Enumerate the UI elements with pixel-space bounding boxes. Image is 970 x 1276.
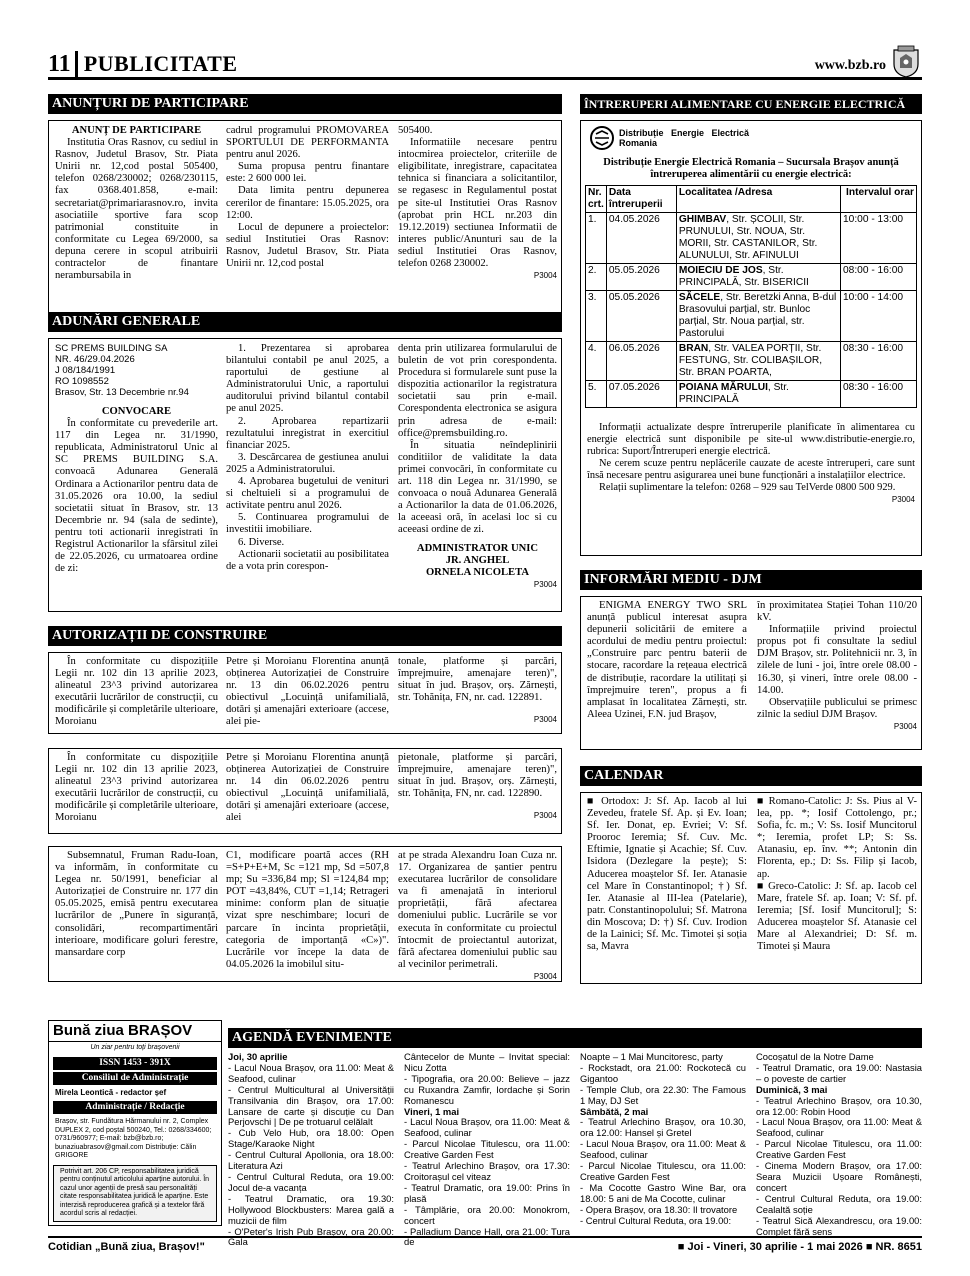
agenda-day: Sâmbătă, 2 mai (580, 1105, 649, 1117)
agenda-event: - Lacul Noua Brașov, ora 11.00: Meat & Seafood, culinar (580, 1138, 746, 1161)
agenda-event: - Teatrul Arlechino Brașov, ora 10.30, ora 12.00: Hansel și Gretel (580, 1116, 746, 1139)
autorizatie-177-box (48, 846, 562, 982)
calendar-greco-catolic: ■ Greco-Catolic: J: Sf. ap. Iacob cel Mare, fratele Sf. ap. Ioan; V: Sf. pf. Ieremia; [Sf. Iosif Muncitorul]; S: Aducerea moaștelor Sf. Atanasie cel Mare al Alexandriei; D: Sf. m. Timotei și Maura (757, 880, 917, 953)
outage-interval: 08:30 - 16:00 (841, 342, 917, 381)
ad-code: P3004 (533, 579, 557, 589)
ad-code: P3004 (533, 811, 557, 821)
calendar-romano-catolic: ■ Romano-Catolic: J: Ss. Pius al V-lea, pp. *; Iosif Cottolengo, pr.; Sofia, fc. m.; V: Ss. Iosif Muncitorul *; Ieremia, profet LP; S: Ss. Atanasiu, ep. înv. **; Antonin din Florenta, ep.; D: Ss. Filip și Iacob, ap. (757, 796, 917, 880)
agenda-event: - Opera Brașov, ora 18.30: Il trovatore (580, 1203, 738, 1215)
calendar-ortodox: ■ Ortodox: J: Sf. Ap. Iacob al lui Zevedeu, fratele Sf. Ap. și Ev. Ioan; Sf. Ier. Donat, ep. Evriei; V: Sf. Prooroc Ieremia; Sf. Cuv. Mc. Eftimie, Ignatie și Acachie; Sf. Cuv. Isidora (Dezlegare la pește); S: Aducerea moaștelor Sf. Ier. Atanasie cel Mare în Constantinopol; †) Sf. Ier. Atanasie al III-lea (Patelarie), patr. Constantinopolului; Sf. Matrona din Moscova; D: †) Sf. Cuv. Irodion de la Lainici; Sf. Mc. Timotei și soția sa, Mavra (587, 796, 747, 953)
outage-table (585, 185, 917, 408)
masthead-council: Consiliul de Administrație (53, 1072, 217, 1085)
aut3-col2: C1, modificare poartă acces (RH =S+P+E+M, Sc =121 mp, Sd =507,8 mp; Su =336,84 mp; Sl =124,84 mp; POT =43,84%, CUT =1,14; Retrageri minime: conform plan de situație vizat spre neschimbare; locuri de parcare în incinta proprietății, categoria de importanță «C»)". Lucrările vor începe la data de 04.05.2026 la imobilul situ- (226, 850, 389, 970)
second-convocation: În situatia neîndeplinirii conditiilor de validitate la data primei convocări, în conformitate cu art. 118 din Legea nr. 31/1990, se convoaca o nouă Adunarea Generală a Actionarilor la data de 01.06.2026, la aceeasi oră, în acelasi loc si cu aceeasi ordine de zi. (398, 439, 557, 536)
col-localitate: Localitatea /Adresa (676, 186, 840, 213)
aut3-col1: Subsemnatul, Fruman Radu-Ioan, va informăm, în conformitate cu Legea nr. 50/1991, beneficiar al Autorizației de Construire nr. 177 din 05.05.2025, emisă pentru executarea lucrărilor de „Punere în siguranță, consolidări, recompartimentări interioare, modificare goluri ferestre, mansardare corp (55, 850, 218, 958)
agenda-event: - Parcul Nicolae Titulescu, ora 11.00: Creative Garden Fest (404, 1138, 570, 1161)
col-nr: Nr. crt. (586, 186, 607, 213)
outage-address: , Str. VALEA PORȚII, Str. FESTUNG, Str. COLIBAȘILOR, Str. BRAN POARTA, (678, 343, 823, 378)
outage-row (586, 264, 917, 291)
agenda-day: Joi, 30 aprilie (228, 1051, 288, 1062)
aut1-col3: tonale, platforme și parcări, împrejmuire, amenajare teren)", situat în jud. Brașov, orș. Zărnești, str. Tohănița, FN, nr. cad. 122891. (398, 656, 557, 704)
outage-date: 05.05.2026 (606, 291, 676, 342)
intreruperi-intro: Distribuție Energie Electrică Romania – Sucursala Brașov anunță întreruperea alimentării cu energie electrică: (603, 157, 899, 180)
company-nr: NR. 46/29.04.2026 (55, 354, 135, 365)
masthead-brand: Bună ziua BRAȘOV (53, 1022, 193, 1039)
agenda-event: - Teatrul Sică Alexandrescu, ora 19.00: Complet fără sens (756, 1214, 922, 1237)
outage-location (676, 264, 840, 291)
agenda-event: Noapte – 1 Mai Muncitoresc, party (580, 1051, 723, 1062)
agenda-event: - Ma Cocotte Gastro Wine Bar, ora 18.00: 5 ani de Ma Cocotte, culinar (580, 1181, 746, 1204)
outage-note-2: Ne cerem scuze pentru neplăcerile cauzate de aceste întreruperi, care sunt însă necesare pentru asigurarea unei bune funcționări a instalațiilor electrice. (587, 458, 915, 481)
participare-col3a: 505400. (398, 125, 433, 136)
outage-date: 04.05.2026 (606, 213, 676, 264)
agenda-event: - Parcul Nicolae Titulescu, ora 11.00: Creative Garden Fest (756, 1138, 922, 1161)
mediu-col2c: Observațiile publicului se primesc zilnic la sediul DJM Brașov. (757, 696, 917, 720)
masthead-tagline: Un ziar pentru toți brașovenii (90, 1044, 180, 1051)
participare-title: ANUNȚ DE PARTICIPARE (71, 125, 202, 136)
participare-box (48, 120, 562, 324)
outage-date: 07.05.2026 (606, 381, 676, 408)
distributie-logo-text: Distribuție Energie Electrică Romania (619, 128, 749, 148)
agenda-event: - Centrul Cultural Apollonia, ora 18.00: Literatura Azi (228, 1149, 394, 1172)
autorizatie-13-box (48, 652, 562, 734)
outage-note-3: Relații suplimentare la telefon: 0268 – 929 sau TelVerde 0800 500 929. (599, 482, 896, 493)
agenda-event: - Teatrul Dramatic, ora 19.30: Hollywood Blockbusters: Marea gală a muzicii de film (228, 1192, 394, 1226)
page-number: 11 (48, 51, 78, 77)
signature-name-1: JR. ANGHEL (445, 554, 510, 566)
agenda-item-2: 2. Aprobarea repartizarii rezultatului inregistrat in exercitiul financiar 2025. (226, 415, 389, 451)
outage-nr: 3. (586, 291, 607, 342)
outage-interval: 10:00 - 14:00 (841, 291, 917, 342)
agenda-item-4: 4. Aprobarea bugetului de venituri si cheltuieli si a programului de activitate pentru anul 2026. (226, 476, 389, 512)
agenda-event: - Centrul Cultural Reduta, ora 19.00: Jocul de-a vacanța (228, 1170, 394, 1193)
section-header-adunari: ADUNĂRI GENERALE (48, 312, 562, 332)
agenda-col-1 (228, 1051, 394, 1248)
outage-interval: 08:00 - 16:00 (841, 264, 917, 291)
outage-row (586, 291, 917, 342)
section-header-calendar: CALENDAR (580, 766, 922, 786)
agenda-event: - Parcul Nicolae Titulescu, ora 11.00: Creative Garden Fest (580, 1160, 746, 1182)
outage-nr: 2. (586, 264, 607, 291)
outage-address: , Str. PRINCIPALĂ, Str. BISERICII (678, 265, 809, 288)
masthead-admin: Administrație / Redacție (53, 1101, 217, 1114)
aut2-col3: pietonale, platforme și parcări, împrejmuire, amenajare teren)", situat în jud. Brașov, orș. Zărnești, str. Tohănița, FN, nr. cad. 122890. (398, 752, 557, 800)
vote-text-cont: denta prin utilizarea formularului de buletin de vot prin corespondenta. Procedura si formularele sunt puse la dispozitia actionarilor la registratura societatii sau prin e-mail. Corespondenta electronica se asigura prin adresa de e-mail: office@premsbuilding.ro. (398, 343, 557, 439)
company-name: SC PREMS BUILDING SA (55, 343, 168, 354)
company-addr: Brasov, Str. 13 Decembrie nr.94 (55, 387, 189, 398)
agenda-col-4 (756, 1051, 922, 1237)
agenda-day: Duminică, 3 mai (756, 1083, 828, 1095)
agenda-item-1: 1. Prezentarea si aprobarea bilantului contabil pe anul 2025, a raportului de gestiune al Administratorului Unic, a raportului auditorului privind bilantul contabil pe anul 2025. (226, 343, 389, 415)
agenda-event: - Teatrul Arlechino Brașov, ora 10.30, ora 12.00: Robin Hood (756, 1094, 922, 1117)
footer-publication: Cotidian „Bună ziua, Brașov!" (48, 1241, 205, 1253)
section-header-intreruperi: ÎNTRERUPERI ALIMENTARE CU ENERGIE ELECTRICĂ (580, 94, 922, 114)
masthead-legal: Potrivit art. 206 CP, responsabilitatea juridică pentru conținutul articolului aparține autorului. În cazul unor agenții de presă sau personalități citate responsabilitatea juridică le aparține. Este interzisă reproducerea grafică și a textelor fără acordul scris al redacției. (53, 1165, 217, 1222)
convocare-title: CONVOCARE (101, 406, 172, 417)
agenda-event: Cocoșatul de la Notre Dame (756, 1051, 874, 1062)
outage-locality: MOIECIU DE JOS (678, 265, 763, 276)
signature-role: ADMINISTRATOR UNIC (416, 542, 539, 554)
outage-row (586, 342, 917, 381)
ad-code: P3004 (891, 495, 915, 504)
outage-row (586, 213, 917, 264)
outage-location (676, 381, 840, 408)
participare-col3b: Informatiile necesare pentru intocmirea proiectelor, criteriile de eligibilitate, inregistrare, capacitatea tehnica si financiara a solicitantilor, se regasesc in Regulamentul postat pe site-ul Institutiei Oras Rasnov (aprobat prin HCL nr.203 din 19.12.2019) sectiunea Informatii de interes public/Anunturi sau de la sediul Institutiei Oras Rasnov, telefon 0268 230002. (398, 137, 557, 270)
section-header-agenda: AGENDĂ EVENIMENTE (228, 1028, 922, 1048)
agenda-event: - Teatrul Arlechino Brașov, ora 17.30: Croitorașul cel viteaz (404, 1160, 570, 1182)
outage-nr: 1. (586, 213, 607, 264)
outage-nr: 4. (586, 342, 607, 381)
outage-locality: GHIMBAV (678, 214, 727, 225)
agenda-col-2 (404, 1051, 570, 1248)
participare-col2b: Suma propusa pentru finantare este: 2 600 000 lei. (226, 161, 389, 185)
agenda-event: - Rockstadt, ora 21.00: Rockotecă cu Gigantoo (580, 1061, 746, 1084)
distributie-logo-icon (589, 125, 615, 151)
aut1-col2: Petre și Moroianu Florentina anunță obținerea Autorizației de Construire nr. 13 din 06.02.2026 pentru obiectivul „Locuință unifamilială, dotări și amenajări exterioare (accese, alei pie- (226, 656, 389, 728)
section-header-autorizatii: AUTORIZAȚII DE CONSTRUIRE (48, 626, 562, 646)
company-ro: RO 1098552 (55, 376, 109, 387)
agenda-event: - Lacul Noua Brașov, ora 11.00: Meat & Seafood, culinar (228, 1061, 394, 1084)
signature-name-2: ORNELA NICOLETA (425, 566, 530, 578)
outage-date: 05.05.2026 (606, 264, 676, 291)
agenda-item-5: 5. Continuarea programului de investitii imobiliare. (226, 512, 389, 536)
agenda-event: - Palladium Dance Hall, ora 21.00: Tura de (404, 1225, 570, 1248)
outage-locality: BRAN (678, 343, 709, 354)
outage-row (586, 381, 917, 408)
outage-locality: POIANA MĂRULUI (678, 382, 768, 393)
outage-note-1: Informații actualizate despre întreruperile planificate în alimentarea cu energie electrică sunt disponibile pe site-ul www.distributie-energie.ro, rubrica: Suport/Întreruperi energie electrică. (587, 422, 915, 457)
outage-address: , Str. PRINCIPALĂ (678, 382, 789, 405)
outage-address: , Str. Beretzki Anna, B-dul Brasovului parțial, str. Bunloc parțial, Str. Noua parțial, str. Pastorului (678, 292, 837, 339)
agenda-event: - Lacul Noua Brașov, ora 11.00: Meat & Seafood, culinar (756, 1116, 922, 1139)
section-header-participare: ANUNȚURI DE PARTICIPARE (48, 94, 562, 114)
agenda-event: - O'Peter's Irish Pub Brașov, ora 20.00: Gala (228, 1225, 394, 1248)
outage-location (676, 213, 840, 264)
footer-date-issue: ■ Joi - Vineri, 30 aprilie - 1 mai 2026 ■ NR. 8651 (677, 1241, 922, 1253)
outage-interval: 10:00 - 13:00 (841, 213, 917, 264)
agenda-event: - Cub Velo Hub, ora 18.00: Open Stage/Karaoke Night (228, 1127, 394, 1150)
ad-code: P3004 (533, 971, 557, 981)
outage-table-header (586, 186, 917, 213)
agenda-event: - Centrul Cultural Reduta, ora 19.00: (580, 1214, 732, 1226)
mediu-col1: ENIGMA ENERGY TWO SRL anunță publicul interesat asupra depunerii solicitării de emitere a acordului de mediu pentru proiectul: „Construire parc pentru baterii de stocare, racordare la rețeaua electrică de distribuție, racordare la utilitați și împrejmuire teren", propus a fi amplasat în localitatea Zărnești, str. Aleea Uzinei, F.N. jud Brașov, (587, 600, 747, 720)
col-interval: Intervalul orar (841, 186, 917, 213)
calendar-box (580, 792, 922, 984)
outage-interval: 08:30 - 16:00 (841, 381, 917, 408)
agenda-event: - Lacul Noua Brașov, ora 11.00: Meat & Seafood, culinar (404, 1116, 570, 1139)
aut2-col1: În conformitate cu dispozițiile Legii nr. 102 din 13 aprilie 2023, alineatul 23^3 privind autorizarea executării lucrărilor de construcții, cu modificările și completările ulterioare, Moroianu (55, 752, 218, 824)
ad-code: P3004 (893, 721, 917, 731)
agenda-event: - Cinema Modern Brașov, ora 17.00: Seara Muzicii Ușoare Românești, concert (756, 1160, 922, 1193)
agenda-event: - Teatrul Dramatic, ora 19.00: Nastasia – o poveste de cartier (756, 1061, 922, 1084)
masthead-address: Brașov, str. Fundătura Hărmanului nr. 2, Complex DUPLEX 2, cod poștal 500240, Tel.: 0268/334600; 0731/960977; E-mail: bzb@bzb.ro; bunaziuabrasov@gmail.com Distribuție: Călin GRIGORE (55, 1118, 212, 1159)
city-crest-icon (890, 44, 922, 78)
mediu-box (580, 596, 922, 750)
ad-code: P3004 (533, 271, 557, 281)
page-title: PUBLICITATE (83, 51, 238, 76)
agenda-event: Cântecelor de Munte – Invitat special: Nicu Zotta (404, 1051, 570, 1073)
aut3-col3: at pe strada Alexandru Ioan Cuza nr. 17. Organizarea de șantier pentru executarea lucrărilor de consolidare va fi amenajată în interiorul proprietății, fără afectarea domeniului public. Lucrările se vor executa în conformitate cu proiectul întocmit de proiectantul autorizat, fără afectarea domeniului public sau al vecinilor perimetrali. (398, 850, 557, 970)
outage-location (676, 342, 840, 381)
agenda-event: - Tâmplărie, ora 20.00: Monokrom, concert (404, 1203, 570, 1226)
outage-location (676, 291, 840, 342)
autorizatie-14-box (48, 748, 562, 834)
agenda-col-3 (580, 1052, 746, 1230)
agenda-event: - Teatrul Dramatic, ora 19.00: Prins în plasă (404, 1181, 570, 1204)
agenda-event: - Temple Club, ora 22.30: The Famous 1 May, DJ Set (580, 1083, 746, 1106)
masthead-issn: ISSN 1453 - 391X (53, 1057, 217, 1070)
agenda-day: Vineri, 1 mai (404, 1105, 460, 1117)
convocare-text: În conformitate cu prevederile art. 117 din Legea nr. 31/1990, republicata, Administratorul Unic al SC PREMS BUILDING S.A. convoacă Adunarea Generală Ordinara a Actionarilor pentru data de 31.05.2026 ora 10.00, la sediul societatii situat în Brasov, str. 13 Decembrie nr. 94 (sala de sedinte), pentru toti actionarii inregistrati în Registrul Actionarilor la sfârsitul zilei de 22.05.2026, cu urmatoarea ordine de zi: (55, 418, 218, 575)
adunari-box (48, 338, 562, 612)
participare-col1: Institutia Oras Rasnov, cu sediul in Rasnov, Judetul Brasov, Str. Piata Unirii nr. 12,cod postal 505400, telefon 0268/230002; 0268/230115, fax 0368.401.858, e-mail: secretariat@primariarasnov.ro, invita asociatiile sportive fara scop patrimonial constituite in conformitate cu Legea 69/2000, sa depuna cerere in scopul atribuirii contractelor de finantare nerambursabila in (55, 137, 218, 282)
mediu-col2a: în proximitatea Stației Tohan 110/20 kV. (757, 600, 917, 624)
vote-text: Actionarii societatii au posibilitatea de a vota prin corespon- (226, 548, 389, 572)
ad-code: P3004 (533, 715, 557, 725)
page-header (48, 48, 922, 80)
participare-col2a: cadrul programului PROMOVAREA SPORTULUI DE PERFORMANTA pentru anul 2026. (226, 125, 389, 161)
participare-col2d: Locul de depunere a proiectelor: sediul Institutiei Oras Rasnov: Rasnov, Judetul Brasov, Str. Piata Unirii nr. 12,cod postal (226, 221, 389, 270)
aut2-col2: Petre și Moroianu Florentina anunță obținerea Autorizației de Construire nr. 14 din 06.02.2026 pentru obiectivul „Locuință unifamilială, dotări și amenajări exterioare (accese, alei (226, 752, 389, 824)
outage-locality: SĂCELE (678, 292, 721, 303)
agenda-item-6: 6. Diverse. (238, 536, 285, 548)
col-data: Data întreruperii (606, 186, 676, 213)
participare-col2c: Data limita pentru depunerea cererilor de finantare: 15.05.2025, ora 12:00. (226, 185, 389, 221)
company-j: J 08/184/1991 (55, 365, 116, 376)
section-header-mediu: INFORMĂRI MEDIU - DJM (580, 570, 922, 590)
agenda-event: - Tipografia, ora 20.00: Believe – jazz cu Ruxandra Zamfir, Iordache și Sorin Romanescu (404, 1072, 570, 1106)
agenda-event: - Centrul Cultural Reduta, ora 19.00: Cealaltă soție (756, 1192, 922, 1215)
aut1-col1: În conformitate cu dispozițiile Legii nr. 102 din 13 aprilie 2023, alineatul 23^3 privind autorizarea executării lucrărilor de construcții, cu modificările și completările ulterioare, Moroianu (55, 656, 218, 728)
outage-date: 06.05.2026 (606, 342, 676, 381)
page-footer (48, 1236, 922, 1253)
outage-address: , Str. ȘCOLII, Str. PRUNULUI, Str. NOUA, Str. MORII, Str. CASTANILOR, Str. ALUNULUI, Str. AFINULUI (678, 214, 818, 261)
intreruperi-box (580, 120, 922, 556)
outage-nr: 5. (586, 381, 607, 408)
agenda-item-3: 3. Descărcarea de gestiunea anului 2025 a Administratorului. (226, 451, 389, 475)
mediu-col2b: Informațiile privind proiectul propus pot fi consultate la sediul DJM Brașov, str. Politehnicii nr. 3, în zilele de luni - joi, între orele 08.00 - 16.30, și vineri, între orele 08.00 - 14.00. (757, 624, 917, 696)
masthead-editor: Mirela Leontică - redactor șef (55, 1087, 167, 1097)
masthead (48, 1020, 222, 1226)
agenda-event: - Centrul Multicultural al Universității Transilvania din Brașov, ora 17.00: Lansare de carte și discuție cu Dan Perjovschi | De pe trotuarul celălalt (228, 1083, 394, 1128)
site-url[interactable]: www.bzb.ro (814, 58, 886, 73)
